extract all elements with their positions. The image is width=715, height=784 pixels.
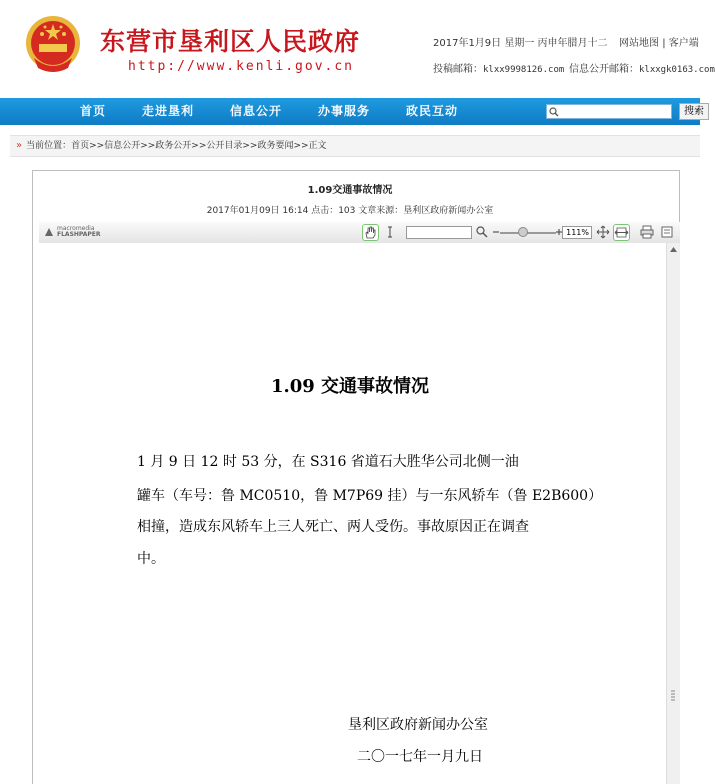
scroll-up-arrow-icon[interactable] — [670, 247, 677, 252]
hand-tool-button[interactable] — [362, 224, 379, 241]
link-separator: | — [662, 38, 666, 49]
article-meta: 2017年01月09日 16:14 点击：103 文章来源：垦利区政府新闻办公室 — [206, 206, 494, 216]
nav-item-home[interactable]: 首页 — [80, 104, 107, 118]
print-icon[interactable] — [640, 225, 654, 239]
hand-icon — [363, 225, 378, 240]
flashpaper-logo — [44, 226, 101, 238]
disclosure-email-label: 信息公开邮箱： — [569, 64, 639, 75]
flashpaper-logo-icon — [44, 227, 54, 237]
fit-width-button[interactable] — [613, 224, 630, 241]
site-url: http://www.kenli.gov.cn — [128, 59, 355, 74]
breadcrumb-arrow-icon: » — [16, 140, 23, 151]
fit-width-icon — [614, 225, 629, 240]
text-select-tool[interactable] — [385, 225, 395, 240]
document-date: 二〇一七年一月九日 — [357, 749, 483, 765]
document-title: 1.09 交通事故情况 — [270, 376, 430, 397]
select-page-icon[interactable] — [661, 225, 673, 239]
document-signature: 垦利区政府新闻办公室 — [348, 717, 488, 733]
breadcrumb-path[interactable]: 首页>>信息公开>>政务公开>>公开目录>>政务要闻>>正文 — [71, 141, 327, 151]
complaint-email[interactable]: klxx9998126.com — [483, 65, 565, 75]
article-title: 1.09交通事故情况 — [307, 185, 393, 196]
site-search-button[interactable]: 搜索 — [679, 103, 709, 120]
document-body-line: 罐车（车号：鲁 MC0510，鲁 M7P69 挂）与一东风轿车（鲁 E2B600） — [137, 488, 603, 504]
document-body-line: 中。 — [137, 551, 165, 567]
zoom-level-field[interactable]: 111% — [562, 226, 592, 239]
header-links — [619, 34, 699, 49]
zoom-out-icon[interactable] — [492, 228, 500, 236]
breadcrumb — [10, 135, 700, 157]
sitemap-link[interactable]: 网站地图 — [619, 38, 659, 49]
scrollbar-thumb[interactable] — [669, 687, 677, 703]
disclosure-email[interactable]: klxxgk0163.com — [639, 65, 715, 75]
document-body-line: 1 月 9 日 12 时 53 分，在 S316 省道石大胜华公司北侧一油 — [137, 454, 519, 470]
nav-item-services[interactable]: 办事服务 — [318, 104, 371, 118]
document-viewer[interactable] — [39, 243, 666, 784]
search-icon — [549, 107, 559, 117]
site-search-box — [546, 104, 672, 119]
complaint-email-label: 投稿邮箱： — [433, 64, 483, 75]
nav-item-about-kenli[interactable]: 走进垦利 — [142, 104, 195, 118]
national-emblem-icon — [22, 14, 84, 76]
disclosure-email-line — [569, 60, 715, 75]
flashpaper-logo-line1: macromedia — [57, 225, 95, 232]
flashpaper-logo-line2: FLASHPAPER — [57, 231, 101, 238]
site-title: 东营市垦利区人民政府 — [100, 27, 361, 56]
site-search-input[interactable] — [547, 111, 671, 124]
nav-item-info-disclosure[interactable]: 信息公开 — [230, 104, 283, 118]
complaint-email-line — [433, 60, 564, 75]
header-date: 2017年1月9日 星期一 丙申年腊月十二 — [433, 38, 608, 49]
zoom-slider-track[interactable] — [500, 232, 556, 234]
client-link[interactable]: 客户端 — [668, 38, 699, 49]
flashpaper-search-input[interactable] — [406, 226, 472, 239]
document-body-line: 相撞，造成东风轿车上三人死亡、两人受伤。事故原因正在调查 — [137, 519, 529, 535]
nav-item-interaction[interactable]: 政民互动 — [406, 104, 459, 118]
flashpaper-search-icon[interactable] — [475, 225, 489, 239]
fit-page-icon[interactable] — [596, 225, 610, 239]
zoom-slider-handle[interactable] — [518, 227, 528, 237]
text-cursor-icon — [385, 225, 395, 239]
breadcrumb-prefix: 当前位置： — [26, 141, 72, 151]
